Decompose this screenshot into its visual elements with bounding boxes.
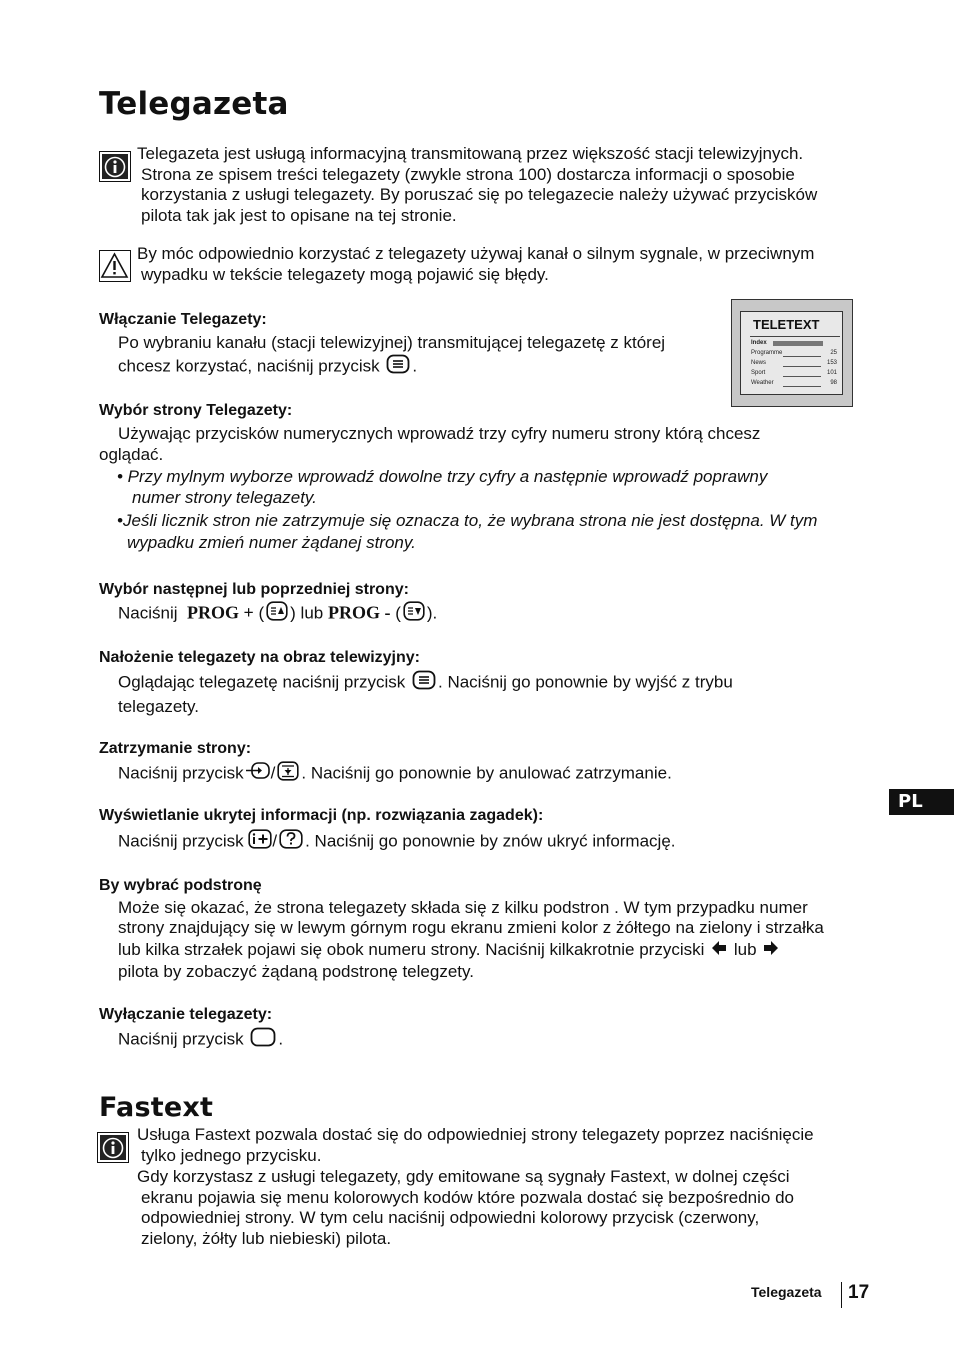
teletext-index-label: Index xyxy=(751,340,767,346)
footer-divider xyxy=(841,1282,842,1308)
heading-overlay: Nałożenie telegazety na obraz telewizyjny: xyxy=(99,649,420,666)
reveal-question-icon xyxy=(279,829,303,855)
heading-page-select: Wybór strony Telegazety: xyxy=(99,402,293,419)
teletext-on-text: Po wybraniu kanału (stacji telewizyjnej) transmitującej telegazetę z której chcesz korzystać, naciśnij przycisk . xyxy=(118,333,718,380)
heading-teletext-on: Włączanie Telegazety: xyxy=(99,311,267,328)
warning-icon xyxy=(99,250,131,282)
subpage-text: Może się okazać, że strona telegazety składa się z kilku podstron . W tym przypadku numer strony znajdujący się w lewym górnym rogu ekranu zmieni kolor z żółtego na zielony i strzałka lub kilka strzałek pojawi się obok numeru strony. Naciśnij kilkakrotnie przyciski lub pilota by zobaczyć żądaną podstronę telegzety. xyxy=(118,898,824,982)
hold-input-icon xyxy=(245,761,271,787)
heading-hold-page: Zatrzymanie strony: xyxy=(99,740,252,757)
page-select-text: Używając przycisków numerycznych wprowadź trzy cyfry numeru strony którą chcesz oglądać. • Przy mylnym wyborze wprowadź dowolne trzy cyfry a następnie wprowadź poprawny numer strony telegazety. •Jeśli licznik stron nie zatrzymuje się oznacza to, że wybrana strona nie jest dostępna. W tym wypadku zmień numer żądanej strony. xyxy=(99,424,818,552)
hold-page-text: Naciśnij przycisk / . Naciśnij go ponownie by anulować zatrzymanie. xyxy=(118,761,818,787)
page-title: Telegazeta xyxy=(99,86,289,122)
teletext-row: Sport 101 xyxy=(751,370,837,376)
page-up-icon xyxy=(266,601,288,627)
teletext-button-icon xyxy=(386,354,410,380)
teletext-row: News 153 xyxy=(751,360,837,366)
heading-teletext-off: Wyłączanie telegazety: xyxy=(99,1006,273,1023)
info-icon xyxy=(99,151,131,182)
heading-reveal: Wyświetlanie ukrytej informacji (np. rozwiązania zagadek): xyxy=(99,807,544,824)
info-plus-icon xyxy=(248,829,272,855)
teletext-off-text: Naciśnij przycisk . xyxy=(118,1027,518,1053)
overlay-text: Oglądając telegazetę naciśnij przycisk . Naciśnij go ponownie by wyjść z trybu telegazety. xyxy=(118,670,818,718)
info-icon xyxy=(97,1132,129,1163)
teletext-screen-illustration xyxy=(731,299,853,407)
arrow-right-icon xyxy=(763,939,779,962)
intro-text: Telegazeta jest usługą informacyjną transmitowaną przez większość stacji telewizyjnych. Strona ze spisem treści telegazety (zwykle strona 100) dostarcza informacji o sposobie korzystania z usługi telegazety. By poruszać się po telegazecie należy używać przycisków pilota tak jak jest to opisane na tej stronie. xyxy=(137,144,818,225)
teletext-button-icon xyxy=(412,670,436,696)
page-number: 17 xyxy=(848,1282,870,1303)
language-tab: PL xyxy=(889,789,954,815)
fastext-title: Fastext xyxy=(99,1092,214,1123)
reveal-text: Naciśnij przycisk / . Naciśnij go ponownie by znów ukryć informację. xyxy=(118,829,818,855)
arrow-left-icon xyxy=(711,939,727,962)
teletext-row: Weather 98 xyxy=(751,380,837,386)
warning-text: By móc odpowiednio korzystać z telegazety używaj kanał o silnym sygnale, w przeciwnym wypadku w tekście telegazety mogą pojawić się błędy. xyxy=(137,244,815,284)
fastext-text: Usługa Fastext pozwala dostać się do odpowiedniej strony telegazety poprzez naciśnięcie tylko jednego przycisku. Gdy korzystasz z usługi telegazety, gdy emitowane są sygnały Fastext, w dolnej części ekranu pojawia się menu kolorowych kodów które pozwala dostać się bezpośrednio do odpowiedniej strony. W tym celu naciśnij odpowiedni kolorowy przycisk (czerwony, zielony, żółty lub niebieski) pilota. xyxy=(137,1125,814,1248)
footer-section-name: Telegazeta xyxy=(751,1284,822,1300)
tv-mode-icon xyxy=(250,1027,276,1053)
heading-subpage: By wybrać podstronę xyxy=(99,877,262,894)
heading-next-prev-page: Wybór następnej lub poprzedniej strony: xyxy=(99,581,409,598)
page-down-icon xyxy=(403,601,425,627)
next-prev-text: Naciśnij PROG + ( ) lub PROG - ( ). xyxy=(118,601,718,627)
hold-teletext-icon xyxy=(277,761,299,787)
teletext-screen-title: TELETEXT xyxy=(753,317,820,332)
teletext-row: Programme 25 xyxy=(751,350,837,356)
